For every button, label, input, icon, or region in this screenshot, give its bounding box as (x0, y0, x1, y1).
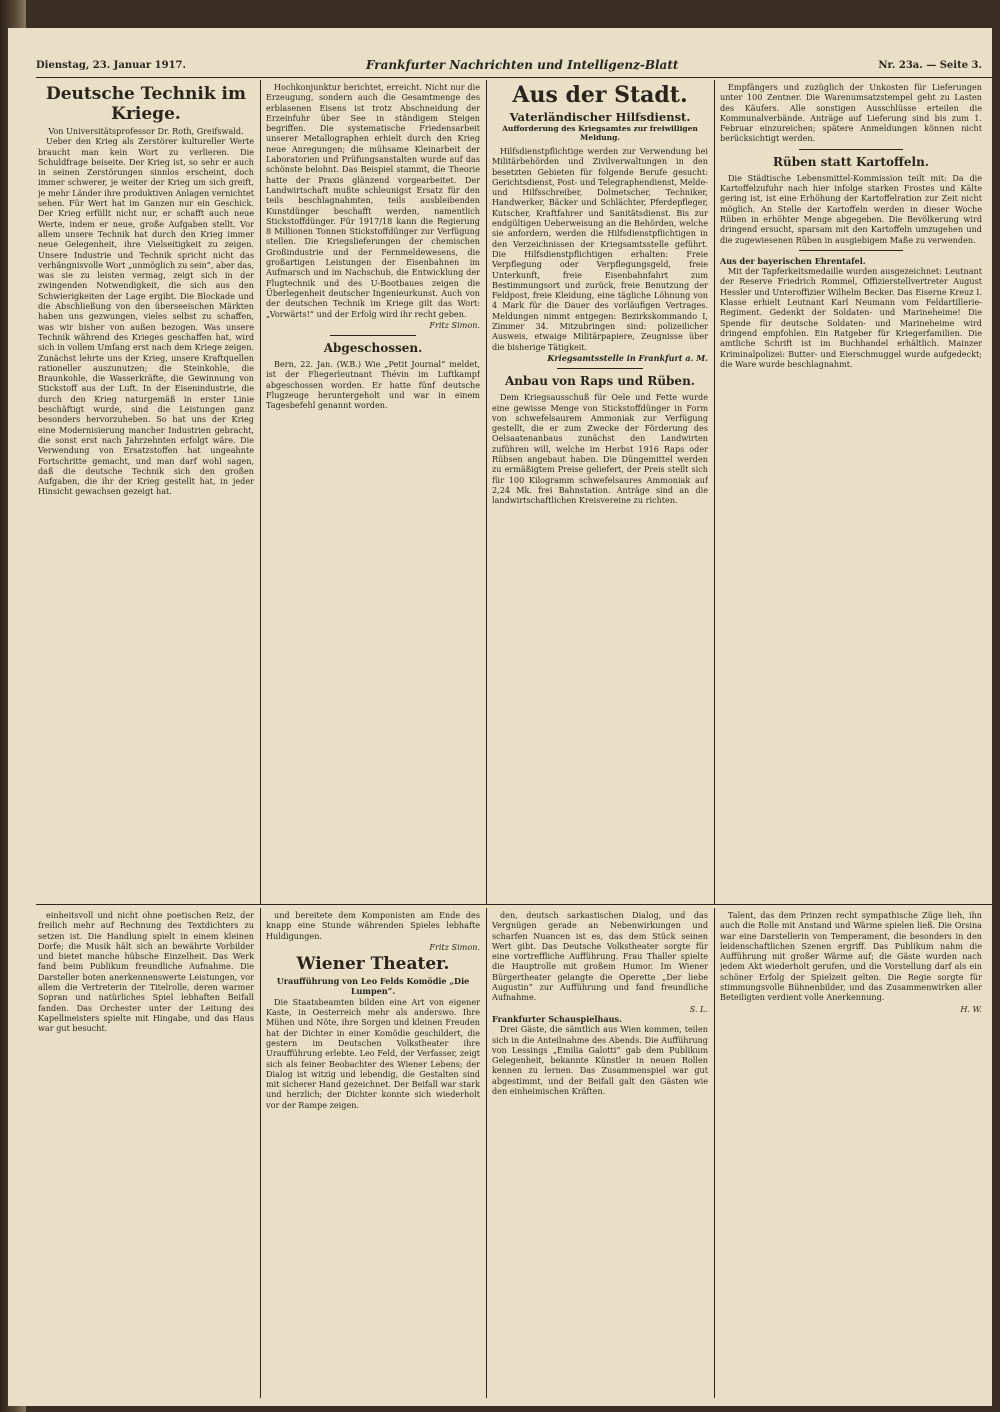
column-2 (266, 82, 480, 900)
article-body: Hochkonjunktur berichtet, erreicht. Nicht nur die Erzeugung, sondern auch die Gesamtmenge des erblasenen Eisens ist trotz Abschneidung der Erzeinfuhr über See in ständigem Steigen begriffen. Die systematische Friedensarbeit unserer Metallographen erhielt durch den Krieg neue Anregungen; die mühsame Kleinarbeit der Laboratorien und Prüfungsanstalten wurde auf das schönste belohnt. Das Beispiel stammt, die Theorie hatte der Praxis glänzend vorgearbeitet. Der Landwirtschaft mußte schleunigst Ersatz für den teils beschlagnahmten, teils ausbleibenden Kunstdünger beschafft werden, namentlich Stickstoffdünger. Für 1917/18 kann die Regierung 8 Millionen Tonnen Stickstoffdünger zur Verfügung stellen. Die Kriegslieferungen der chemischen Großindustrie und der Fernmeldewesens, die großartigen Leistungen der Eisenbahnen im Aufmarsch und im Nachschub, die Entwicklung der Flugtechnik und des U-Bootbaues zeigen die Überlegenheit deutscher Ingenieurkunst. Auch von der deutschen Technik im Kriege gilt das Wort: „Vorwärts!“ und der Erfolg wird ihr recht geben. (266, 82, 480, 319)
article-title: Deutsche Technik im Kriege. (46, 84, 246, 124)
article-title: Vaterländischer Hilfsdienst. (509, 110, 691, 124)
article-body: Die Städtische Lebensmittel-Kommission teilt mit: Da die Kartoffelzufuhr nach hier infolge starken Frostes und Kälte gering ist, ist eine Erhöhung der Kartoffelration zur Zeit nicht möglich. An Stelle der Kartoffeln werden in dieser Woche Rüben in erhöhter Menge abgegeben. Die Bevölkerung wird dringend ersucht, sparsam mit den Kartoffeln umzugehen und die zugewiesenen Rüben in ausgiebigem Maße zu verwenden. (720, 172, 982, 245)
article-title: Anbau von Raps und Rüben. (505, 374, 695, 389)
separator (557, 368, 643, 369)
article-signature: H. W. (960, 1003, 982, 1014)
article-title: Rüben statt Kartoffeln. (773, 154, 929, 169)
article-body: und bereitete dem Komponisten am Ende des knapp eine Stunde währenden Spieles lebhafte Huldigungen. (266, 910, 480, 941)
article-body: Die Staatsbeamten bilden eine Art von eigener Kaste, in Oesterreich mehr als anderswo. Ihre Mühen und Nöte, ihre Sorgen und kleinen Freuden hat der Dichter in einer Komödie geschildert, die gestern im Deutschen Volkstheater ihre Uraufführung erlebte. Leo Feld, der Verfasser, zeigt sich als feiner Beobachter des Wiener Lebens; der Dialog ist witzig und lebendig, die Gestalten sind mit sicherer Hand gezeichnet. Der Beifall war stark und herzlich; der Dichter konnte sich wiederholt vor der Rampe zeigen. (266, 996, 480, 1110)
article-body: den, deutsch sarkastischen Dialog, und das Vergnügen gerade an Nebenwirkungen und scharfen Nuancen ist es, das dem Stück seinen Wert gibt. Das Deutsche Volkstheater sorgte für eine vortreffliche Aufführung. Frau Thaller spielte die Hauptrolle mit großem Humor. Im Wiener Bürgertheater gelangte die Operette „Der liebe Augustin“ zur Aufführung und fand freundliche Aufnahme. (492, 910, 708, 1003)
feuilleton-column-4 (720, 910, 982, 1398)
header-date: Dienstag, 23. Januar 1917. (36, 60, 186, 71)
column-rule (486, 908, 487, 1398)
article-title: Wiener Theater. (296, 954, 450, 975)
separator (799, 149, 904, 150)
section-title: Aus der Stadt. (512, 82, 688, 108)
notice-body: Bern, 22. Jan. (W.B.) Wie „Petit Journal“ meldet, ist der Fliegerleutnant Thévin im Luftkampf abgeschossen worden. Er hatte fünf deutsche Flugzeuge heruntergeholt und war in einem Tagesbefehl genannt worden. (266, 359, 480, 411)
article-body: Ueber den Krieg als Zerstörer kultureller Werte braucht man kein Wort zu verlieren. Die Schuldfrage beiseite. Der Krieg ist, so sehr er auch in seinen Zerstörungen sinnlos erscheint, doch immer schwerer, je weiter der Krieg um sich greift, je mehr Länder ihre produktiven Anlagen vernichtet sehen. Für Wert hat im Ganzen nur ein Geschick. Der Krieg erfüllt nicht nur, er schafft auch neue Werte, indem er neue, große Aufgaben stellt. Vor allem unsere Technik hat durch den Krieg immer neue Gelegenheit, ihre Vielseitigkeit zu zeigen. Unsere Industrie und Technik spricht nicht das verhängnisvolle Wort „unmöglich zu sein“, aber das, was sie zu leisten vermag, zeigt sich in der zwingenden Notwendigkeit, die sich aus den Schwierigkeiten der Lage ergibt. Die Blockade und die Abschließung von den überseeischen Märkten haben uns gezwungen, vieles selbst zu schaffen, was wir bisher von außen bezogen. Was unsere Technik während des Krieges geschaffen hat, wird sich in vollem Umfang erst nach dem Kriege zeigen. Zunächst lehrte uns der Krieg, unsere Kraftquellen rationeller auszunutzen; die Steinkohle, die Braunkohle, die Wasserkräfte, die Gewinnung von Stickstoff aus der Luft. In der Eisenindustrie, die durch den Krieg naturgemäß in erster Linie beschäftigt wurde, sind die Leistungen ganz besonders hervorzuheben. So hat uns der Krieg eine Modernisierung mancher Industrien gebracht, die sonst erst nach Jahrzehnten erfolgt wäre. Die Verwendung von Ersatzstoffen hat ungeahnte Fortschritte gemacht, und man darf wohl sagen, daß die deutsche Technik sich den großen Aufgaben, die ihr der Krieg gestellt hat, in jeder Hinsicht gewachsen gezeigt hat. (38, 136, 254, 497)
feuilleton-column-2 (266, 910, 480, 1398)
column-rule (486, 80, 487, 904)
article-signature: Fritz Simon. (429, 941, 480, 952)
masthead: Frankfurter Nachrichten und Intelligenz-Blatt (366, 58, 679, 72)
article-body: Mit der Tapferkeitsmedaille wurden ausgezeichnet: Leutnant der Reserve Friedrich Rommel, Offizierstellvertreter August Hessler und Unteroffizier Wilhelm Becker. Das Eiserne Kreuz I. Klasse erhielt Leutnant Karl Neumann vom Feldartillerie-Regiment. Gedenkt der Soldaten- und Marineheime! Die Spende für deutsche Soldaten- und Marineheime wird dringend empfohlen. Ein Ratgeber für Kriegerfamilien. Die amtliche Schrift ist im Buchhandel erhältlich. Mainzer Kriminalpolizei: Butter- und Eierschmuggel wurde aufgedeckt; die Ware wurde beschlagnahmt. (720, 266, 982, 369)
feuilleton-rule (36, 904, 992, 905)
article-title: Aus der bayerischen Ehrentafel. (720, 255, 866, 266)
feuilleton-column-1 (38, 910, 254, 1398)
feuilleton-column-3 (492, 910, 708, 1398)
column-rule (260, 80, 261, 904)
article-body: Hilfsdienstpflichtige werden zur Verwendung bei Militärbehörden und Zivilverwaltungen in den besetzten Gebieten für folgende Berufe gesucht: Gerichtsdienst, Post- und Telegraphendienst, Melde- und Hilfsschreiber, Dolmetscher, Techniker, Handwerker, Bäcker und Schlächter, Pferdepfleger, Kutscher, Kraftfahrer und Sanitätsdienst. Bis zur endgültigen Ueberweisung an die Behörden, welche sie anfordern, werden die Hilfsdienstpflichtigen in den Verzeichnissen der Kriegsamtsstelle geführt. Die Hilfsdienstpflichtigen erhalten: Freie Verpflegung oder Verpflegungsgeld, freie Unterkunft, freie Eisenbahnfahrt zum Bestimmungsort und zurück, freie Benutzung der Feldpost, freie Kleidung, eine tägliche Löhnung von 4 Mark für die Dauer des vorläufigen Vertrages. Meldungen nimmt entgegen: Bezirkskommando I, Zimmer 34. Mitzubringen sind: polizeilicher Ausweis, etwaige Militärpapiere, Zeugnisse über die bisherige Tätigkeit. (492, 146, 708, 352)
separator (330, 335, 416, 336)
column-3 (492, 82, 708, 900)
page-header (36, 58, 992, 78)
column-4 (720, 82, 982, 900)
article-body: Empfängers und zuzüglich der Unkosten für Lieferungen unter 100 Zentner. Die Warenumsatzstempel geht zu Lasten des Käufers. Alle sonstigen Ausschlüsse erteilen die Kommunalverbände. Anträge auf Lieferung sind bis zum 1. Februar einzureichen; spätere Anmeldungen können nicht berücksichtigt werden. (720, 82, 982, 144)
column-rule (260, 908, 261, 1398)
article-body: einheitsvoll und nicht ohne poetischen Reiz, der freilich mehr auf Rechnung des Textdichters zu setzen ist. Die Handlung spielt in einem kleinen Dorfe; die Musik hält sich an bewährte Vorbilder und bietet manche hübsche Einzelheit. Das Werk fand beim Publikum freundliche Aufnahme. Die Darsteller boten anerkennenswerte Leistungen, vor allem die Vertreterin der Titelrolle, deren warmer Sopran und natürliches Spiel lebhaften Beifall fanden. Das Orchester unter der Leitung des Kapellmeisters spielte mit Hingabe, und das Haus war gut besucht. (38, 910, 254, 1034)
column-rule (714, 908, 715, 1398)
newspaper-page (8, 28, 992, 1406)
article-signature: Kriegsamtsstelle in Frankfurt a. M. (547, 352, 708, 363)
article-subtitle: Aufforderung des Kriegsamtes zur freiwilligen Meldung. (502, 124, 698, 142)
separator (799, 250, 904, 251)
notice-title: Abgeschossen. (323, 341, 423, 356)
article-author: Von Universitätsprofessor Dr. Roth, Greifswald. (48, 126, 244, 136)
article-body: Dem Kriegsausschuß für Oele und Fette wurde eine gewisse Menge von Stickstoffdünger in Form von schwefelsaurem Ammoniak zur Verfügung gestellt, die er zum Zwecke der Förderung des Oelsaatenanbaus zunächst den Landwirten zuführen will, welche im Herbst 1916 Raps oder Rübsen angebaut haben. Die Düngemittel werden zu ermäßigtem Preise geliefert, der Preis stellt sich für 100 Kilogramm schwefelsaures Ammoniak auf 2,24 Mk. frei Bahnstation. Anträge sind an die landwirtschaftlichen Kreisvereine zu richten. (492, 392, 708, 506)
article-body: Drei Gäste, die sämtlich aus Wien kommen, teilen sich in die Anteilnahme des Abends. Die Aufführung von Lessings „Emilia Galotti“ gab dem Publikum Gelegenheit, bekannte Künstler in neuen Rollen kennen zu lernen. Das Zusammenspiel war gut abgestimmt, und der Beifall galt den Gästen wie den einheimischen Kräften. (492, 1024, 708, 1097)
article-signature: S. L. (689, 1003, 708, 1014)
article-subtitle: Uraufführung von Leo Felds Komödie „Die Lumpen“. (276, 976, 470, 997)
article-title: Frankfurter Schauspielhaus. (492, 1013, 622, 1024)
article-body: Talent, das dem Prinzen recht sympathische Züge lieh, ihn auch die Rolle mit Anstand und Wärme spielen ließ. Die Orsina war eine Darstellerin von Temperament, die besonders in den leidenschaftlichen Szenen ergriff. Das Publikum nahm die Aufführung mit großer Wärme auf; die Gäste wurden nach jedem Akt wiederholt gerufen, und die Vorstellung darf als ein schöner Erfolg der Spielzeit gelten. Die Regie sorgte für stimmungsvolle Bühnenbilder, und das Zusammenwirken aller Beteiligten verdient volle Anerkennung. (720, 910, 982, 1003)
header-issue: Nr. 23a. — Seite 3. (878, 60, 982, 71)
column-1 (38, 82, 254, 900)
article-signature: Fritz Simon. (429, 319, 480, 330)
column-rule (714, 80, 715, 904)
